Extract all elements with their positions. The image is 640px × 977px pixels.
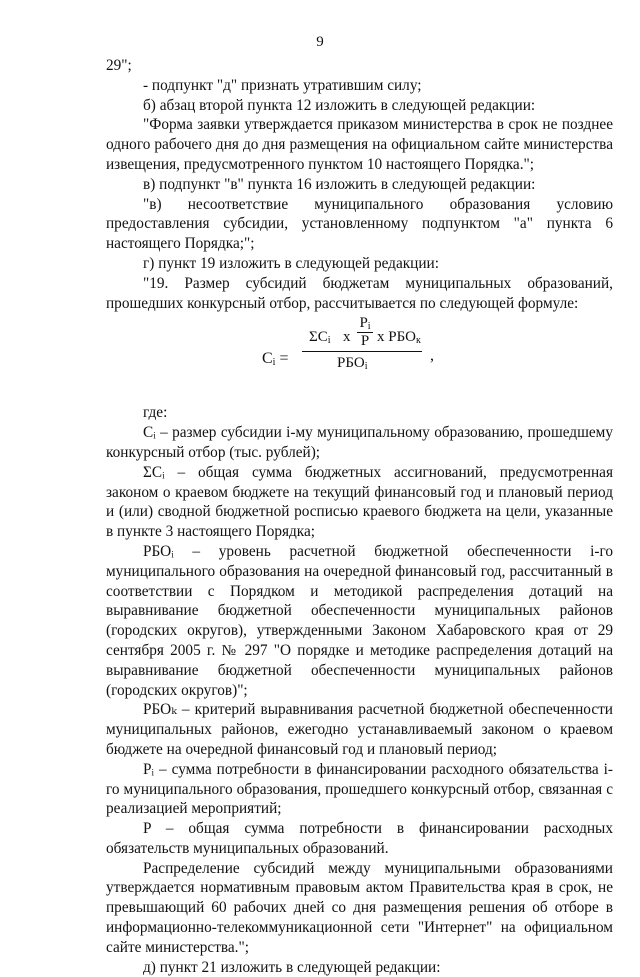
paragraph: г) пункт 19 изложить в следующей редакции: <box>143 254 439 272</box>
formula-times: x <box>343 329 351 346</box>
paragraph: РБОᵢ – уровень расчетной бюджетной обеспеченности i-го муниципального образования на очередной финансовый год, рассчитанный в соответствии с Порядком и методикой распределения дотаций на выравнивание бюджетной обеспеченности муниципальных районов (городских округов), утвержденными Законом Хабаровского края от 29 сентября 2005 г. № 297 "О порядке и методике распределения дотаций на выравнивание бюджетной обеспеченности муниципальных районов (городских округов)"; <box>106 542 613 699</box>
formula-rbo-k: x $РБО_к$ <box>377 329 421 347</box>
page-number: 9 <box>316 34 324 50</box>
paragraph: "в) несоответствие муниципального образования условию предоставления субсидии, установленному подпунктом "а" пункта 6 настоящего Порядка;"; <box>106 195 613 253</box>
formula-lhs: $C_i$ = <box>262 350 289 369</box>
formula-denominator: $РБО_i$ <box>337 355 368 373</box>
document-body <box>106 56 613 977</box>
paragraph: б) абзац второй пункта 12 изложить в следующей редакции: <box>143 96 536 114</box>
subsidy-formula <box>106 313 613 403</box>
formula-fraction-bar <box>302 351 422 352</box>
paragraph: 29"; <box>106 57 132 74</box>
paragraph: - подпункт "д" признать утратившим силу; <box>143 76 422 94</box>
formula-comma: , <box>430 347 434 365</box>
paragraph: "19. Размер субсидий бюджетам муниципальных образований, прошедших конкурсный отбор, рассчитывается по следующей формуле: <box>106 274 613 312</box>
paragraph: "Форма заявки утверждается приказом министерства в срок не позднее одного рабочего дня до дня размещения на официальном сайте министерства извещения, предусмотренного пунктом 10 настоящего Порядка."; <box>106 116 613 173</box>
paragraphs-before-formula <box>106 56 613 313</box>
paragraph: в) подпункт "в" пункта 16 изложить в следующей редакции: <box>143 175 536 193</box>
paragraph: Pᵢ – сумма потребности в финансировании расходного обязательства i-го муниципального образования, прошедшего конкурсный отбор, связанная с реализацией мероприятий; <box>106 760 613 818</box>
paragraph: Cᵢ – размер субсидии i-му муниципальному образованию, прошедшему конкурсный отбор (тыс. рублей); <box>106 424 613 461</box>
paragraph: где: <box>143 404 168 422</box>
paragraph: P – общая сумма потребности в финансировании расходных обязательств муниципальных образований. <box>106 820 613 857</box>
paragraph: РБОₖ – критерий выравнивания расчетной бюджетной обеспеченности муниципальных районов, ежегодно устанавливаемый законом о краевом бюджете на очередной финансовый год и плановый период; <box>106 701 613 758</box>
formula-sigma: $\Sigma C_i$ <box>309 329 331 347</box>
formula-numerator <box>309 313 421 350</box>
formula-inner-fraction: $P_i$ P <box>357 315 373 350</box>
paragraph: Распределение субсидий между муниципальными образованиями утверждается нормативным правовым актом Правительства края в срок, не превышающий 60 рабочих дней со дня размещения решения об отборе в информационно-телекоммуникационной сети "Интернет" на официальном сайте министерства."; <box>106 859 613 956</box>
paragraph: д) пункт 21 изложить в следующей редакции: <box>143 958 441 976</box>
paragraphs-after-formula <box>106 403 613 977</box>
paragraph: ΣCᵢ – общая сумма бюджетных ассигнований, предусмотренная законом о краевом бюджете на текущий финансовый год и плановый период и (или) сводной бюджетной росписью краевого бюджета на цели, указанные в пункте 3 настоящего Порядка; <box>106 463 613 541</box>
